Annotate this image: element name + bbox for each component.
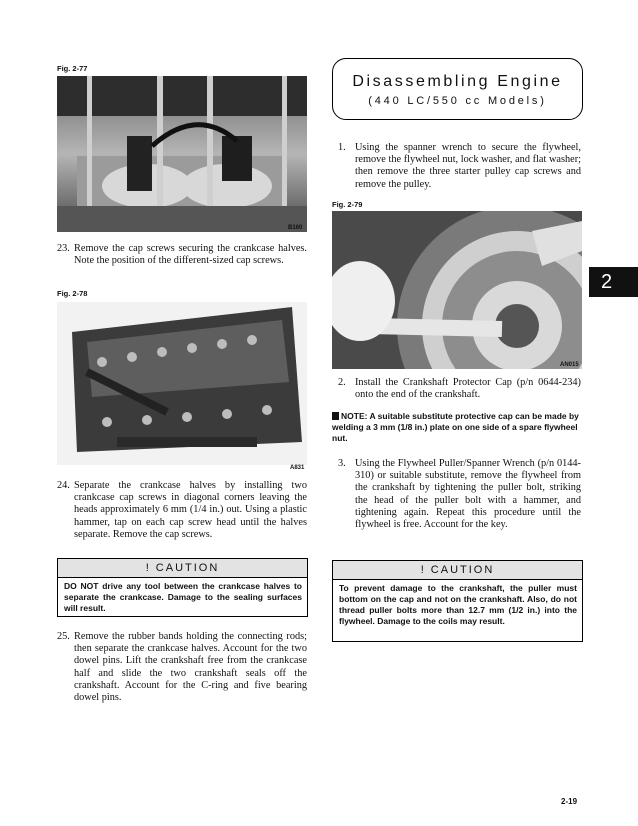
section-subtitle: (440 LC/550 cc Models)	[368, 95, 547, 107]
section-title-box	[332, 58, 583, 120]
step-23: 23. Remove the cap screws securing the crankcase halves. Note the position of the different-sized cap screws.	[57, 243, 307, 267]
chapter-tab: 2	[589, 267, 638, 297]
caution-box-right	[332, 560, 583, 642]
step-25: 25. Remove the rubber bands holding the connecting rods; then separate the crankcase halves. Account for the two dowel pins. Lift the crankshaft free from the crankcase half and slide the two crankshaft seals off the crankshaft. Account for the C-ring and five bearing dowel pins.	[57, 631, 307, 704]
step-3: 3. Using the Flywheel Puller/Spanner Wrench (p/n 0144-310) or suitable substitute, remove the flywheel from the crankshaft by tightening the puller bolt, striking the head of the puller bolt with a hammer, and tightening again. Repeat this procedure until the flywheel is free. Account for the key.	[338, 458, 581, 531]
page-number: 2-19	[561, 797, 578, 806]
section-title: Disassembling Engine	[352, 73, 563, 90]
step-24: 24. Separate the crankcase halves by installing two crankcase cap screws in diagonal corners leaving the heads approximately 6 mm (1/4 in.) out. Using a plastic hammer, tap on each cap screw head until the halves separate. Remove the cap screws.	[57, 480, 307, 540]
caution-heading: ! CAUTION	[333, 561, 582, 580]
caution-text: DO NOT drive any tool between the crankcase halves to separate the crankcase. Damage to the sealing surfaces will result.	[64, 581, 302, 613]
caution-text: To prevent damage to the crankshaft, the puller must bottom on the cap and not on the crankshaft. Also, do not thread puller bolts more than 12.7 mm (1/2 in.) into the flywheel. Damage to the coils may result.	[339, 583, 577, 626]
note-text: NOTE: A suitable substitute protective cap can be made by welding a 3 mm (1/8 in.) plate on one side of a spare flywheel nut.	[332, 411, 579, 443]
step-2: 2. Install the Crankshaft Protector Cap (p/n 0644-234) onto the end of the crankshaft.	[338, 377, 581, 401]
caution-box-left	[57, 558, 308, 617]
crankcase-photo	[57, 302, 307, 465]
figure-code: A831	[290, 465, 305, 471]
caution-heading: ! CAUTION	[58, 559, 307, 578]
note-square-icon	[332, 412, 339, 420]
figure-label: Fig. 2-77	[57, 64, 88, 73]
figure-code: AN015	[560, 362, 579, 368]
figure-label: Fig. 2-78	[57, 289, 88, 298]
flywheel-photo	[332, 211, 582, 369]
engine-top-photo	[57, 76, 307, 232]
figure-code: B160	[288, 225, 303, 231]
step-1: 1. Using the spanner wrench to secure the flywheel, remove the flywheel nut, lock washer, and flat washer; then remove the three starter pulley cap screws and remove the pulley.	[338, 142, 581, 190]
figure-label: Fig. 2-79	[332, 200, 363, 209]
note	[332, 411, 580, 444]
